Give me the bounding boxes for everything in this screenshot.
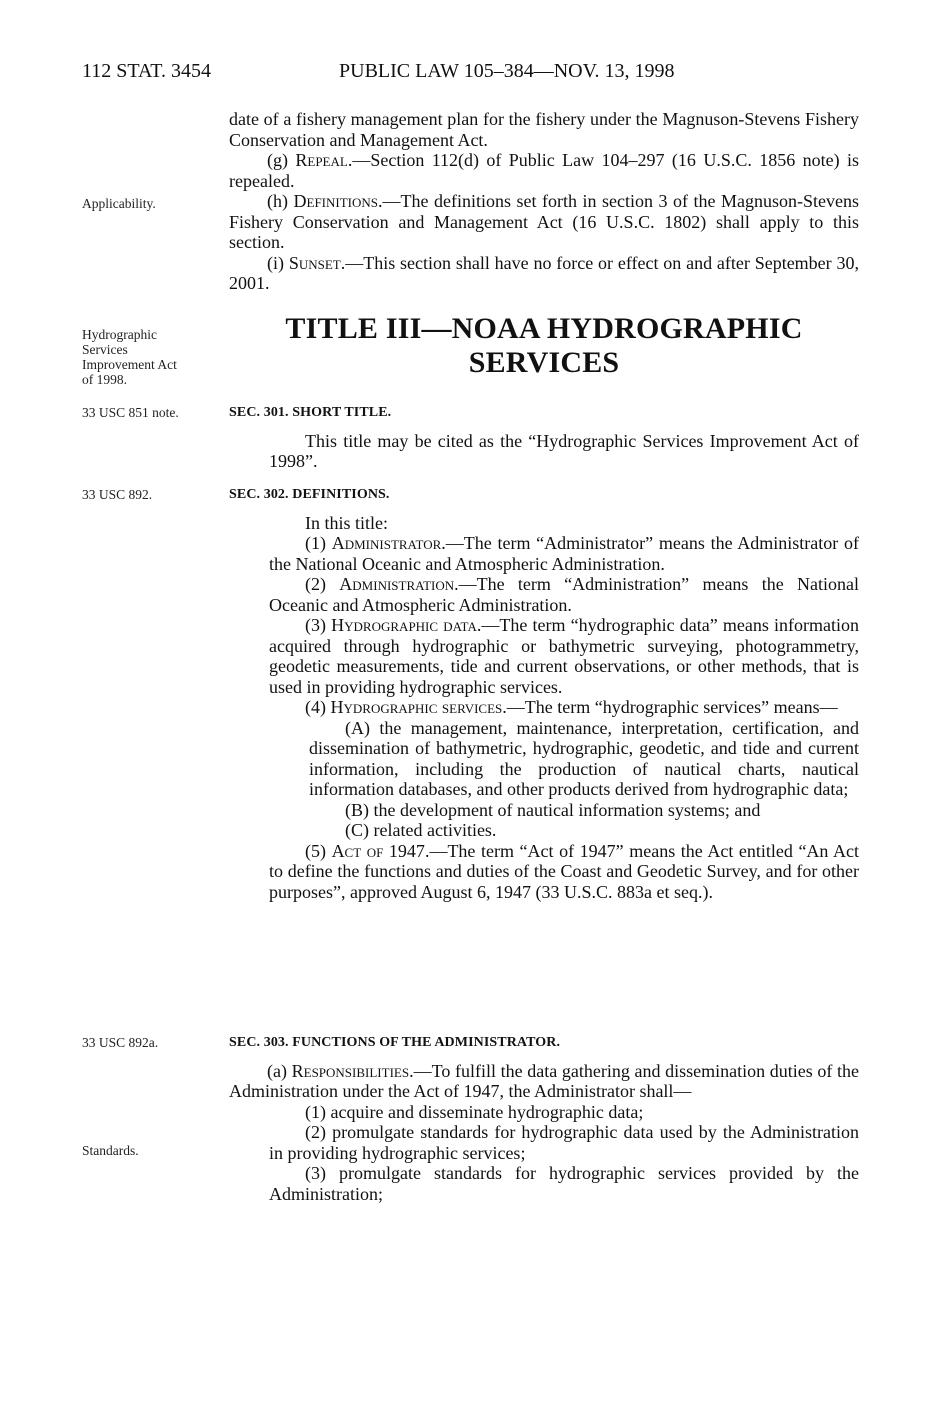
margin-note-hsia-line1: Hydrographic: [82, 327, 157, 342]
title-line-1: TITLE III—NOAA HYDROGRAPHIC: [285, 312, 803, 345]
subsection-h-heading: Definitions: [293, 191, 378, 211]
subsection-303-a-label: (a): [267, 1060, 292, 1081]
subsection-g: [229, 150, 859, 191]
subsection-303-a-heading: Responsibilities: [291, 1060, 410, 1081]
page-stat-citation: 112 STAT. 3454: [82, 60, 211, 82]
duty-2: (2) promulgate standards for hydrographic data used by the Administration in providing hydrographic services;: [269, 1122, 859, 1163]
section-301: [229, 403, 859, 472]
section-303-heading: SEC. 303. FUNCTIONS OF THE ADMINISTRATOR.: [229, 1035, 561, 1050]
title-line-2: SERVICES: [468, 346, 620, 379]
page-law-header: PUBLIC LAW 105–384—NOV. 13, 1998: [339, 60, 675, 82]
section-301-text: This title may be cited as the “Hydrographic Services Improvement Act of 1998”.: [269, 430, 859, 471]
definition-2: [229, 574, 859, 615]
definition-4: [229, 697, 859, 718]
top-section: [229, 109, 859, 294]
definition-1-label: (1): [305, 533, 332, 553]
margin-note-hsia: [82, 327, 177, 387]
margin-note-usc-892a: 33 USC 892a.: [82, 1035, 159, 1050]
definition-5-heading: Act of 1947: [331, 840, 425, 861]
margin-note-hsia-line3: Improvement Act: [82, 357, 177, 372]
margin-note-hsia-line4: of 1998.: [82, 372, 127, 387]
margin-note-applicability: Applicability.: [82, 196, 156, 211]
definition-4-label: (4): [305, 697, 331, 717]
section-303: [229, 1033, 859, 1204]
definition-2-text: .—The term “Administration” means the National Oceanic and Atmospheric Administration.: [269, 574, 859, 615]
definition-2-label: (2): [305, 574, 340, 594]
definition-3-label: (3): [305, 615, 332, 635]
subsection-303-a: [229, 1061, 859, 1102]
definition-1-text: .—The term “Administrator” means the Administrator of the National Oceanic and Atmospheric Administration.: [269, 533, 859, 574]
section-302: [229, 485, 859, 902]
definition-5-label: (5): [305, 840, 332, 861]
subsection-h: [229, 191, 859, 253]
definition-1-heading: Administrator: [331, 533, 442, 553]
title-heading: [229, 312, 859, 380]
definition-2-heading: Administration: [339, 574, 455, 594]
definition-3: [229, 615, 859, 697]
definition-3-heading: Hydrographic data: [331, 615, 477, 635]
definition-1: [229, 533, 859, 574]
subsection-i-label: (i): [267, 252, 289, 273]
section-302-heading: SEC. 302. DEFINITIONS.: [229, 487, 390, 502]
margin-note-hsia-line2: Services: [82, 342, 128, 357]
margin-note-standards: Standards.: [82, 1143, 139, 1158]
subsection-h-label: (h): [267, 191, 294, 211]
subsection-g-text: .—Section 112(d) of Public Law 104–297 (16 U.S.C. 1856 note) is repealed.: [229, 150, 859, 191]
section-301-heading: SEC. 301. SHORT TITLE.: [229, 405, 392, 420]
subsection-303-a-text: .—To fulfill the data gathering and dissemination duties of the Administration under the Act of 1947, the Administrator shall—: [229, 1060, 859, 1101]
subsection-i: [229, 253, 859, 294]
duty-3: (3) promulgate standards for hydrographic services provided by the Administration;: [269, 1163, 859, 1204]
definition-5-text: .—The term “Act of 1947” means the Act entitled “An Act to define the functions and duties of the Coast and Geodetic Survey, and for other purposes”, approved August 6, 1947 (33 U.S.C. 883a et seq.).: [269, 840, 859, 902]
subsection-i-text: .—This section shall have no force or effect on and after September 30, 2001.: [229, 252, 859, 293]
definition-5: [229, 841, 859, 903]
section-302-intro: In this title:: [305, 512, 388, 533]
definition-4a: (A) the management, maintenance, interpretation, certification, and dissemination of bathymetric, hydrographic, geodetic, and tide and current information, including the production of nautical charts, nautical information databases, and other products derived from hydrographic data;: [309, 717, 859, 799]
definition-4-heading: Hydrographic services: [330, 697, 503, 717]
margin-note-usc-851: 33 USC 851 note.: [82, 405, 179, 420]
subsection-g-heading: Repeal: [295, 150, 348, 170]
definition-4-text: .—The term “hydrographic services” means—: [502, 697, 838, 717]
margin-note-usc-892: 33 USC 892.: [82, 487, 153, 502]
continuation-paragraph: date of a fishery management plan for the fishery under the Magnuson-Stevens Fishery Conservation and Management Act.: [229, 109, 859, 150]
definition-3-text: .—The term “hydrographic data” means information acquired through hydrographic or bathymetric surveying, photogrammetry, geodetic measurements, tide and current observations, or other methods, that is used in providing hydrographic services.: [269, 615, 859, 697]
subsection-i-heading: Sunset: [288, 252, 341, 273]
definition-4b: (B) the development of nautical information systems; and: [345, 799, 761, 820]
definition-4c: (C) related activities.: [345, 820, 497, 840]
subsection-h-text: .—The definitions set forth in section 3 of the Magnuson-Stevens Fishery Conservation and Management Act (16 U.S.C. 1802) shall apply to this section.: [229, 191, 859, 252]
subsection-g-label: (g): [267, 150, 296, 170]
duty-1: (1) acquire and disseminate hydrographic data;: [305, 1101, 644, 1122]
